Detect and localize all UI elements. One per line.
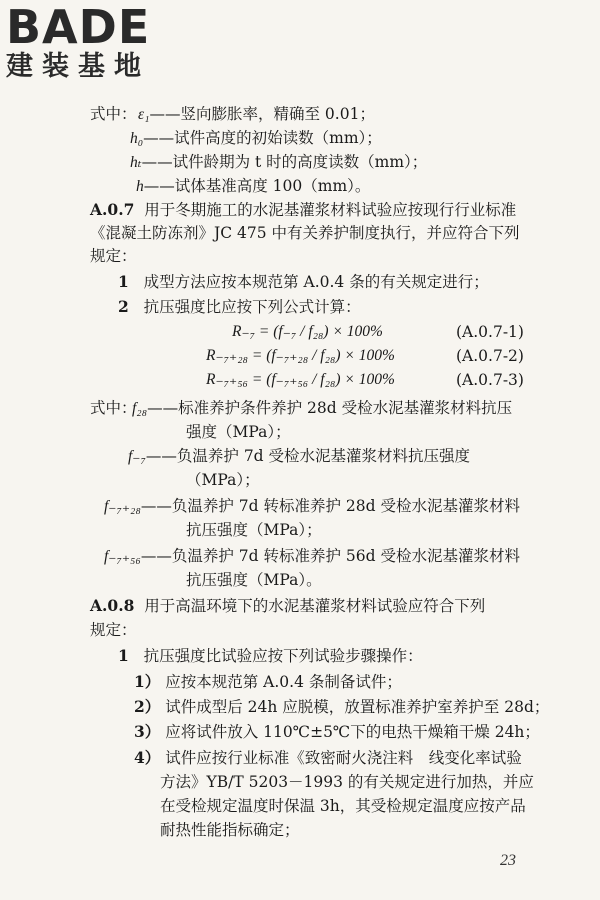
page-number: 23 <box>500 852 516 869</box>
step-item: 3） 应将试件放入 110℃±5℃下的电热干燥箱干燥 24h； <box>134 722 540 741</box>
clause-number: A.0.7 <box>90 200 135 219</box>
clause-number: A.0.8 <box>90 596 135 615</box>
def-continuation: （MPa）； <box>186 471 260 489</box>
def-symbol: hₜ——试件龄期为 t 时的高度读数（mm）； <box>130 153 428 171</box>
def-symbol: f₋₇₊₅₆——负温养护 7d 转标准养护 56d 受检水泥基灌浆材料 <box>104 547 520 565</box>
step-continuation: 在受检规定温度时保温 3h，其受检规定温度应按产品 <box>160 797 526 815</box>
def-symbol: h——试体基准高度 100（mm）。 <box>136 177 371 195</box>
step-continuation: 方法》YB/T 5203－1993 的有关规定进行加热，并应 <box>160 773 534 791</box>
paragraph-line: 规定： <box>90 621 137 639</box>
logo <box>6 0 151 82</box>
def-symbol: h₀——试件高度的初始读数（mm）； <box>130 129 382 147</box>
equation: R₋₇ = (f₋₇ / f₂₈) × 100% <box>232 323 383 340</box>
equation-number: (A.0.7-3) <box>456 371 524 389</box>
paragraph-line: 规定： <box>90 247 137 265</box>
list-item: 2 抗压强度比应按下列公式计算： <box>118 297 361 316</box>
list-item: 1 抗压强度比试验应按下列试验步骤操作： <box>118 646 423 665</box>
paragraph-line: 《混凝土防冻剂》JC 475 中有关养护制度执行，并应符合下列 <box>90 224 520 242</box>
step-item: 1） 应按本规范第 A.0.4 条制备试件； <box>134 672 402 691</box>
def-symbol: f₂₈——标准养护条件养护 28d 受检水泥基灌浆材料抗压 <box>132 399 513 417</box>
step-item: 4） 试件应按行业标准《致密耐火浇注料 线变化率试验 <box>134 748 522 767</box>
clause-a08: A.0.8 用于高温环境下的水泥基灌浆材料试验应符合下列 <box>90 596 486 615</box>
def-continuation: 抗压强度（MPa）； <box>186 521 322 539</box>
where-label: 式中： <box>90 105 137 123</box>
def-symbol: f₋₇₊₂₈——负温养护 7d 转标准养护 28d 受检水泥基灌浆材料 <box>104 497 520 515</box>
where-label: 式中： <box>90 399 137 417</box>
logo-brand: BADE <box>6 0 151 54</box>
equation: R₋₇₊₂₈ = (f₋₇₊₂₈ / f₂₈) × 100% <box>206 347 395 364</box>
equation-number: (A.0.7-2) <box>456 347 524 365</box>
def-symbol: f₋₇——负温养护 7d 受检水泥基灌浆材料抗压强度 <box>128 447 471 465</box>
equation-number: (A.0.7-1) <box>456 323 524 341</box>
step-item: 2） 试件成型后 24h 应脱模，放置标准养护室养护至 28d； <box>134 697 550 716</box>
clause-a07: A.0.7 用于冬期施工的水泥基灌浆材料试验应按现行行业标准 <box>90 200 517 219</box>
list-item: 1 成型方法应按本规范第 A.0.4 条的有关规定进行； <box>118 272 489 291</box>
logo-subtitle: 建装基地 <box>6 51 150 82</box>
def-continuation: 抗压强度（MPa）。 <box>186 571 322 589</box>
equation: R₋₇₊₅₆ = (f₋₇₊₅₆ / f₂₈) × 100% <box>206 371 395 388</box>
def-symbol: ε₁——竖向膨胀率，精确至 0.01； <box>138 105 375 123</box>
step-continuation: 耐热性能指标确定； <box>160 821 300 839</box>
def-continuation: 强度（MPa）； <box>186 423 291 441</box>
